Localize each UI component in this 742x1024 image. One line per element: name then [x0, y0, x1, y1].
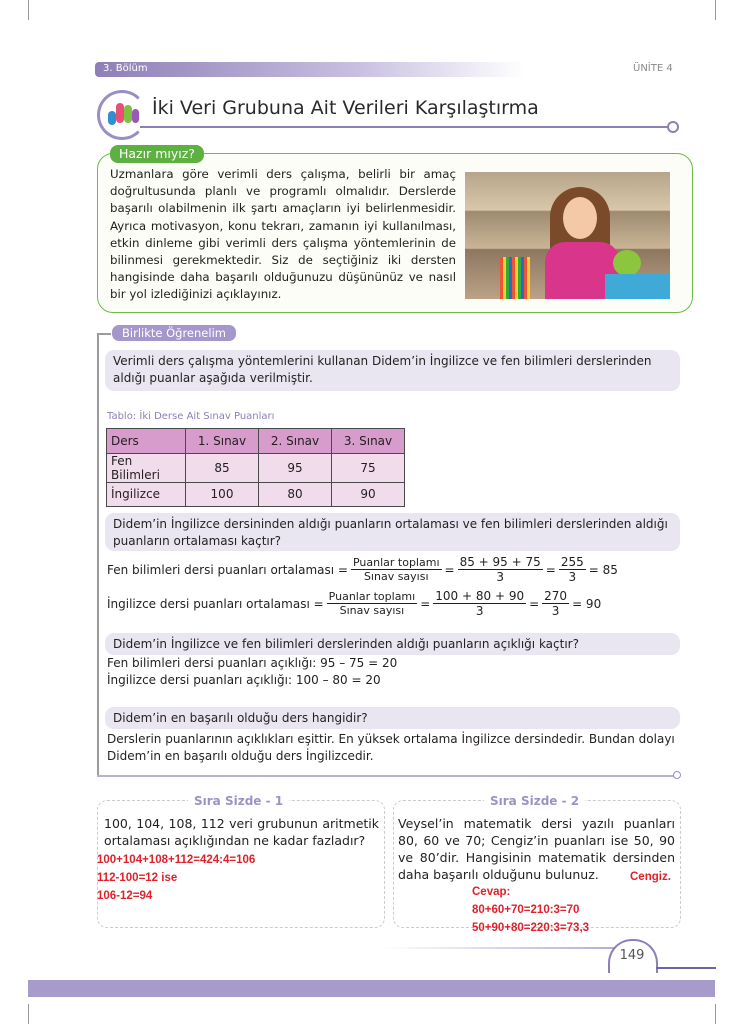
- table-cell: 100: [186, 482, 259, 507]
- fraction-numerator: Puanlar toplamı: [352, 556, 440, 569]
- unit-label: ÜNİTE 4: [633, 63, 673, 74]
- task-2-answer: 50+90+80=220:3=73,3: [472, 922, 590, 934]
- section-bottom-line: [97, 775, 674, 777]
- task-1-answer: 106-12=94: [97, 890, 153, 902]
- table-cell: 85: [186, 453, 259, 482]
- page-number: 149: [619, 948, 645, 963]
- table-row: [107, 482, 405, 507]
- task-2-question: Veysel’in matematik dersi yazılı puanları 80, 60 ve 70; Cengiz’in puanları ise 50, 90 ve 80’dir. Hangisinin matematik dersinden daha başarılı olduğunu bulunuz.: [398, 816, 675, 882]
- formula-label: İngilizce dersi puanları ortalaması =: [107, 596, 324, 611]
- table-header: 1. Sınav: [186, 429, 259, 454]
- table-cell: İngilizce: [107, 482, 186, 507]
- fraction-numerator: 100 + 80 + 90: [435, 589, 525, 603]
- ready-text: Uzmanlara göre verimli ders çalışma, belirli bir amaç doğrultusunda planlı ve programlı olmalıdır. Derslerde başarılı olabilmenin ilk şartı amaçların iyi belirlenmesidir. Ayrıca motivasyon, konu tekrarı, zamanın iyi kullanılması, etkin dinleme gibi verimli ders çalışma yöntemlerinin de bilinmesi gerekmektedir. Siz de seçtiğiniz iki dersten hangisinde daha başarılı olduğunuzu düşününüz ve nasıl bir yol izlediğinizi açıklayınız.: [110, 167, 456, 302]
- formula-science: Fen bilimleri dersi puanları ortalaması = $\frac{\text{Puanlar toplamı}}{\text{Sınav sayısı}}$ = $\frac{85 + 95 + 75}{3}$ = $\frac{255}{3}$ = 85: [107, 555, 618, 584]
- learn-tab: Birlikte Öğrenelim: [112, 325, 236, 341]
- table-caption: Tablo: İki Derse Ait Sınav Puanları: [107, 411, 275, 422]
- fraction-numerator: 270: [544, 589, 568, 603]
- table-header: Ders: [107, 429, 186, 454]
- task-1-title: Sıra Sizde - 1: [188, 794, 289, 808]
- table-header: 3. Sınav: [332, 429, 405, 454]
- section-line-end-icon: [673, 771, 681, 779]
- ready-tab: Hazır mıyız?: [110, 145, 204, 163]
- answer-2-line: İngilizce dersi puanları açıklığı: 100 – 80 = 20: [107, 673, 381, 687]
- task-2-answer-name: Cengiz.: [630, 871, 671, 883]
- answer-2-line: Fen bilimleri dersi puanları açıklığı: 95 – 75 = 20: [107, 656, 398, 670]
- fraction-numerator: 255: [560, 555, 584, 569]
- title-underline: [140, 126, 668, 128]
- task-2-title: Sıra Sizde - 2: [484, 794, 585, 808]
- task-1-question: 100, 104, 108, 112 veri grubunun aritmetik ortalaması açıklığından ne kadar fazladır?: [104, 816, 379, 848]
- formula-english: İngilizce dersi puanları ortalaması = $\frac{\text{Puanlar toplamı}}{\text{Sınav sayısı}}$ = $\frac{100 + 80 + 90}{3}$ = $\frac{270}{3}$ = 90: [107, 589, 602, 618]
- fraction-denominator: 3: [475, 604, 484, 618]
- question-3: Didem’in en başarılı olduğu ders hangidir?: [105, 707, 680, 729]
- intro-box: Verimli ders çalışma yöntemlerini kullanan Didem’in İngilizce ve fen bilimleri derslerinden aldığı puanlar aşağıda verilmiştir.: [105, 350, 680, 391]
- section-logo-icon: [97, 90, 147, 140]
- question-2: Didem’in İngilizce ve fen bilimleri derslerinden aldığı puanların açıklığı kaçtır?: [105, 633, 680, 655]
- task-2-answer: Cevap:: [472, 886, 511, 898]
- table-cell: 75: [332, 453, 405, 482]
- table-header: 2. Sınav: [259, 429, 332, 454]
- scores-table: [106, 428, 405, 507]
- formula-result: = 85: [588, 562, 618, 577]
- question-1: Didem’in İngilizce dersininden aldığı puanların ortalaması ve fen bilimleri derslerinden aldığı puanların ortalaması kaçtır?: [105, 513, 680, 551]
- fraction-denominator: 3: [496, 570, 504, 584]
- section-label: 3. Bölüm: [95, 62, 525, 77]
- section-bracket-line: [97, 333, 99, 776]
- table-row: [107, 453, 405, 482]
- student-photo: [465, 172, 670, 299]
- fraction-denominator: Sınav sayısı: [339, 604, 405, 617]
- footer-bar: [28, 980, 715, 997]
- title-line-end-icon: [667, 121, 679, 133]
- fraction-denominator: Sınav sayısı: [363, 570, 429, 583]
- page-title: İki Veri Grubuna Ait Verileri Karşılaştırma: [152, 97, 539, 119]
- task-1-answer: 112-100=12 ise: [97, 872, 178, 884]
- table-cell: 80: [259, 482, 332, 507]
- fraction-numerator: 85 + 95 + 75: [459, 555, 541, 569]
- table-cell: 90: [332, 482, 405, 507]
- table-cell: 95: [259, 453, 332, 482]
- task-2-answer: 80+60+70=210:3=70: [472, 904, 580, 916]
- table-header-row: [107, 429, 405, 454]
- fraction-numerator: Puanlar toplamı: [328, 590, 416, 603]
- table-cell: Fen Bilimleri: [107, 453, 186, 482]
- formula-result: = 90: [572, 596, 602, 611]
- formula-label: Fen bilimleri dersi puanları ortalaması =: [107, 562, 348, 577]
- answer-3: Derslerin puanlarının açıklıkları eşittir. En yüksek ortalama İngilizce dersindedir. Bundan dolayı Didem’in en başarılı olduğu ders İngilizcedir.: [107, 732, 675, 763]
- task-1-answer: 100+104+108+112=424:4=106: [97, 854, 256, 866]
- fraction-denominator: 3: [568, 570, 577, 584]
- fraction-denominator: 3: [551, 604, 560, 618]
